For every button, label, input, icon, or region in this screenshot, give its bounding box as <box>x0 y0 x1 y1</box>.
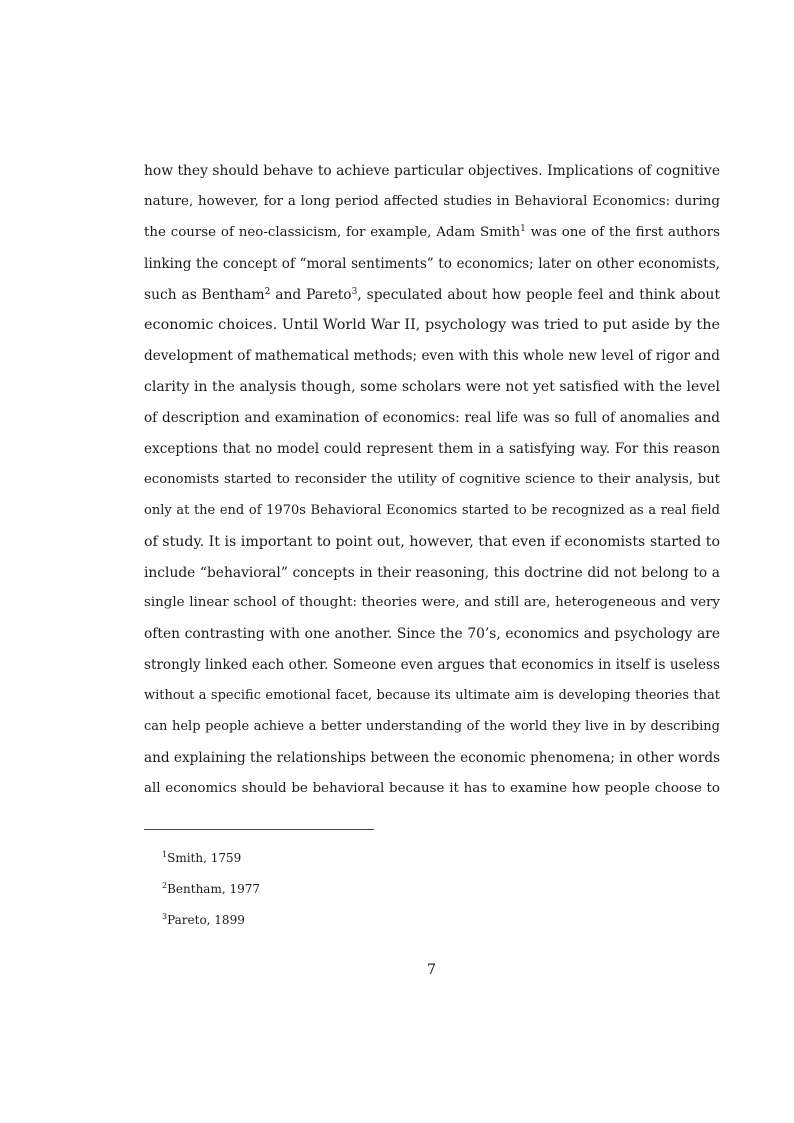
footnote-1: $^1$Smith, 1759 <box>162 850 242 865</box>
body-line-14: include “behavioral” concepts in their reasoning, this doctrine did not belong to a <box>144 564 720 581</box>
body-line-19: can help people achieve a better understanding of the world they live in by describing <box>144 719 720 735</box>
body-line-15: single linear school of thought: theories were, and still are, heterogeneous and very <box>144 595 720 611</box>
body-line-21: all economics should be behavioral because it has to examine how people choose to <box>144 780 720 796</box>
body-line-17: strongly linked each other. Someone even argues that economics in itself is useless <box>144 657 720 674</box>
footnote-ref-1: 1 <box>520 223 526 234</box>
body-line-9: of description and examination of economics: real life was so full of anomalies and <box>144 410 720 427</box>
footnote-ref-2: 2 <box>264 286 271 297</box>
body-line-18: without a specific emotional facet, because its ultimate aim is developing theories that <box>144 688 720 704</box>
body-line-7: development of mathematical methods; even with this whole new level of rigor and <box>144 348 720 365</box>
body-line-10: exceptions that no model could represent them in a satisfying way. For this reason <box>144 441 720 458</box>
page-number: 7 <box>426 962 437 978</box>
body-line-20: and explaining the relationships between the economic phenomena; in other words <box>144 749 720 766</box>
body-line-11: economists started to reconsider the utility of cognitive science to their analysis, but <box>144 471 720 487</box>
body-line-13: of study. It is important to point out, however, that even if economists started to <box>144 533 720 550</box>
body-line-5: such as Bentham$^2$ and Pareto$^3$, speculated about how people feel and think about <box>144 286 720 303</box>
footnote-3: $^3$Pareto, 1899 <box>162 912 245 927</box>
body-line-2: nature, however, for a long period affected studies in Behavioral Economics: during <box>144 193 720 209</box>
body-line-1: how they should behave to achieve particular objectives. Implications of cognitive <box>144 163 720 179</box>
footnote-2: $^2$Bentham, 1977 <box>162 881 260 896</box>
body-line-12: only at the end of 1970s Behavioral Economics started to be recognized as a real field <box>144 502 720 518</box>
body-line-16: often contrasting with one another. Since the 70’s, economics and psychology are <box>144 626 720 643</box>
body-line-8: clarity in the analysis though, some scholars were not yet satisfied with the level <box>144 379 720 396</box>
body-text <box>144 156 720 805</box>
footnote-ref-3: 3 <box>351 286 358 297</box>
body-line-4: linking the concept of “moral sentiments” to economics; later on other economists, <box>144 255 720 272</box>
footnotes <box>162 843 260 936</box>
body-line-6: economic choices. Until World War II, psychology was tried to put aside by the <box>144 317 720 334</box>
body-line-3: the course of neo-classicism, for example, Adam Smith$^1$ was one of the first authors <box>144 223 721 240</box>
footnote-divider <box>144 829 374 830</box>
